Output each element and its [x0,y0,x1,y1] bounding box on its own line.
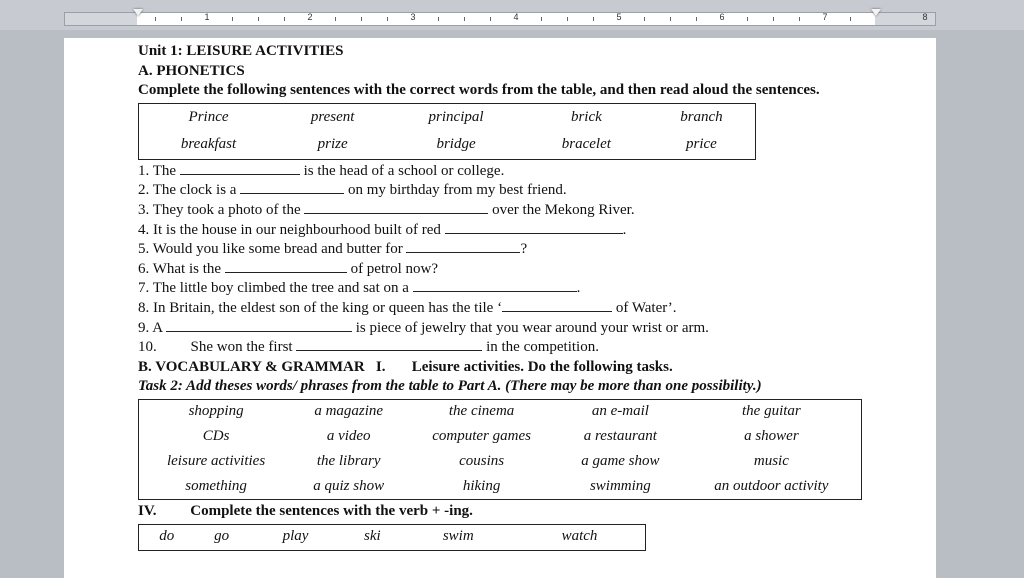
sentence-item: 8. In Britain, the eldest son of the king or queen has the tile ‘ of Water’. [138,299,677,316]
table-cell: a quiz show [313,477,385,494]
phonetics-word-table [138,103,756,160]
first-line-indent-marker[interactable] [133,9,143,16]
ruler-number: 1 [204,12,210,22]
table-cell: the cinema [448,403,515,420]
vocabulary-word-table [138,399,862,500]
table-cell: leisure activities [166,453,266,470]
answer-blank[interactable] [166,319,352,332]
table-cell: shopping [188,403,244,420]
table-cell: bridge [436,136,476,153]
horizontal-ruler[interactable] [64,12,936,26]
table-cell: cousins [459,453,505,470]
table-cell: swimming [589,477,651,494]
table-cell: go [214,528,230,545]
table-cell: a magazine [314,403,384,420]
ruler-number: 8 [922,12,928,22]
section-b-heading [138,358,878,378]
table-cell: price [686,136,717,153]
table-cell: a video [326,428,371,445]
table-cell: Prince [188,108,229,125]
answer-blank[interactable] [240,181,344,194]
table-cell: branch [680,108,723,125]
document-page[interactable] [64,38,936,578]
ruler-bar [0,0,1024,30]
table-cell: an outdoor activity [714,477,829,494]
sentence-item: 3. They took a photo of the over the Mekong River. [138,201,635,218]
table-cell: the library [316,453,381,470]
sentence-item: 9. A is piece of jewelry that you wear around your wrist or arm. [138,319,709,336]
part-number: I. [375,358,386,375]
part-4-heading [138,502,878,522]
right-indent-marker[interactable] [871,9,881,16]
table-cell: bracelet [561,136,611,153]
table-cell: prize [317,136,348,153]
section-a-title: A. PHONETICS [138,62,245,79]
verb-table [138,524,646,551]
unit-title: Unit 1: LEISURE ACTIVITIES [138,43,344,59]
table-cell: present [310,108,355,125]
answer-blank[interactable] [225,260,347,273]
answer-blank[interactable] [413,279,577,292]
table-cell: hiking [462,477,501,494]
table-cell: CDs [202,428,230,445]
section-b-title: B. VOCABULARY & GRAMMAR [138,358,365,375]
task-2-instruction: Task 2: Add theses words/ phrases from the table to Part A. (There may be more than one possibility.) [138,378,762,395]
table-cell: play [282,528,309,545]
ruler-number: 6 [719,12,725,22]
sentence-list [138,162,878,358]
ruler-number: 3 [410,12,416,22]
sentence-item: 10. She won the first in the competition. [138,339,599,356]
table-cell: a shower [744,428,799,445]
answer-blank[interactable] [406,240,520,253]
sentence-item: 6. What is the of petrol now? [138,260,439,277]
sentence-item: 4. It is the house in our neighbourhood built of red . [138,221,627,238]
table-cell: do [159,528,175,545]
table-cell: swim [442,528,474,545]
part-title: Leisure activities. Do the following tasks. [411,358,673,375]
sentence-item: 2. The clock is a on my birthday from my best friend. [138,182,567,199]
answer-blank[interactable] [296,338,482,351]
answer-blank[interactable] [502,299,612,312]
part-4-number: IV. [138,502,157,519]
table-cell: computer games [432,428,531,445]
answer-blank[interactable] [445,221,623,234]
sentence-item: 5. Would you like some bread and butter for ? [138,241,528,258]
section-a-instruction: Complete the following sentences with the correct words from the table, and then read aloud the sentences. [138,82,820,99]
ruler-number: 5 [616,12,622,22]
sentence-item: 7. The little boy climbed the tree and sat on a . [138,280,581,297]
answer-blank[interactable] [304,201,488,214]
document-content [138,42,878,551]
table-cell: watch [561,528,598,545]
table-cell: a game show [581,453,660,470]
table-cell: the guitar [742,403,801,420]
sentence-item: 1. The is the head of a school or college. [138,162,505,179]
table-cell: breakfast [180,136,237,153]
table-cell: something [185,477,247,494]
table-cell: a restaurant [583,428,657,445]
table-cell: music [753,453,789,470]
part-4-title: Complete the sentences with the verb + -ing. [190,502,473,519]
ruler-number: 2 [307,12,313,22]
table-cell: principal [428,108,484,125]
table-cell: brick [570,108,602,125]
table-cell: ski [363,528,381,545]
answer-blank[interactable] [180,162,300,175]
ruler-number: 7 [822,12,828,22]
ruler-number: 4 [513,12,519,22]
table-cell: an e-mail [591,403,649,420]
